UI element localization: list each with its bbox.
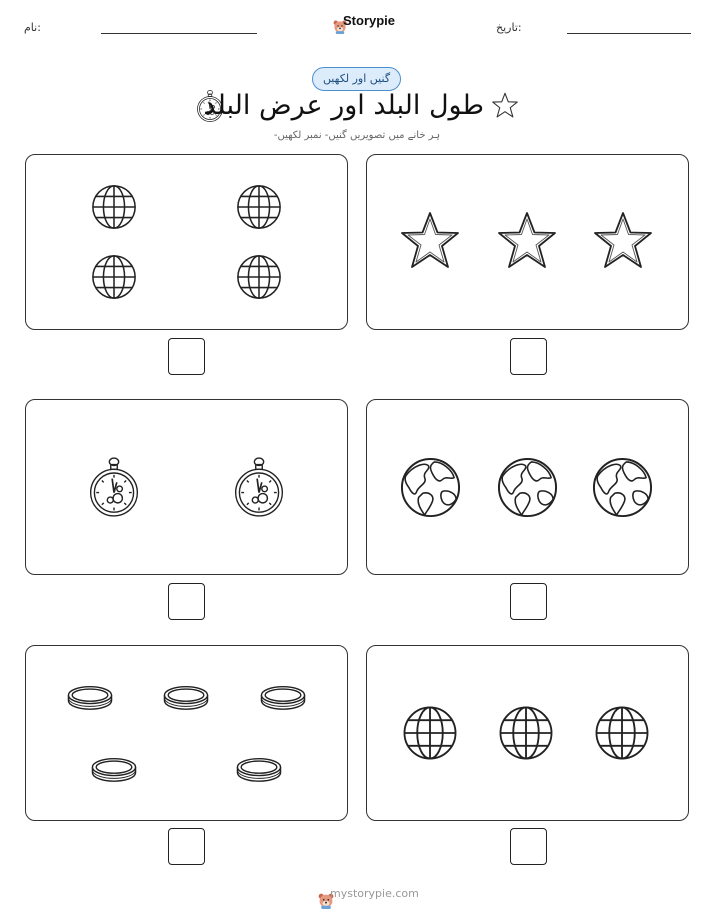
ring-icon: [161, 682, 211, 712]
bear-logo-icon: [310, 884, 326, 902]
storypie-logo: [326, 12, 395, 28]
answer-box[interactable]: [168, 583, 205, 620]
earth-icon: [399, 456, 462, 519]
ring-icon: [258, 682, 308, 712]
answer-box[interactable]: [168, 338, 205, 375]
answer-box[interactable]: [510, 828, 547, 865]
starfish-icon: [495, 210, 559, 274]
panel-rings-5: [25, 645, 348, 821]
panel-globes-4: [25, 154, 348, 330]
ring-icon: [234, 754, 284, 784]
earth-icon: [496, 456, 559, 519]
category-pill: گنیں اور لکھیں: [312, 67, 401, 91]
globe-grid-icon: [497, 704, 555, 762]
footer-url[interactable]: mystorypie.com: [330, 886, 419, 900]
globe-grid-icon: [593, 704, 651, 762]
worksheet-title: طول البلد اور عرض البلد: [203, 90, 484, 121]
globe-grid-icon: [90, 253, 138, 301]
ring-icon: [65, 682, 115, 712]
globe-grid-icon: [90, 183, 138, 231]
bear-logo-icon: [326, 12, 340, 28]
globe-grid-icon: [401, 704, 459, 762]
name-label: نام:: [24, 21, 41, 34]
date-field[interactable]: [567, 33, 691, 34]
starfish-icon: [591, 210, 655, 274]
instructions: ہر خانے میں تصویریں گنیں- نمبر لکھیں-: [273, 130, 441, 141]
footer: [310, 884, 419, 902]
panel-pocket-watches-2: [25, 399, 348, 575]
star-icon: [491, 92, 519, 120]
pocket-watch-icon: [231, 454, 287, 520]
ring-icon: [89, 754, 139, 784]
answer-box[interactable]: [168, 828, 205, 865]
answer-box[interactable]: [510, 338, 547, 375]
starfish-icon: [398, 210, 462, 274]
logo-text: Storypie: [343, 12, 396, 28]
globe-grid-icon: [235, 183, 283, 231]
name-field[interactable]: [101, 33, 257, 34]
earth-icon: [591, 456, 654, 519]
pocket-watch-icon: [86, 454, 142, 520]
date-label: تاریخ:: [496, 21, 522, 34]
answer-box[interactable]: [510, 583, 547, 620]
globe-grid-icon: [235, 253, 283, 301]
